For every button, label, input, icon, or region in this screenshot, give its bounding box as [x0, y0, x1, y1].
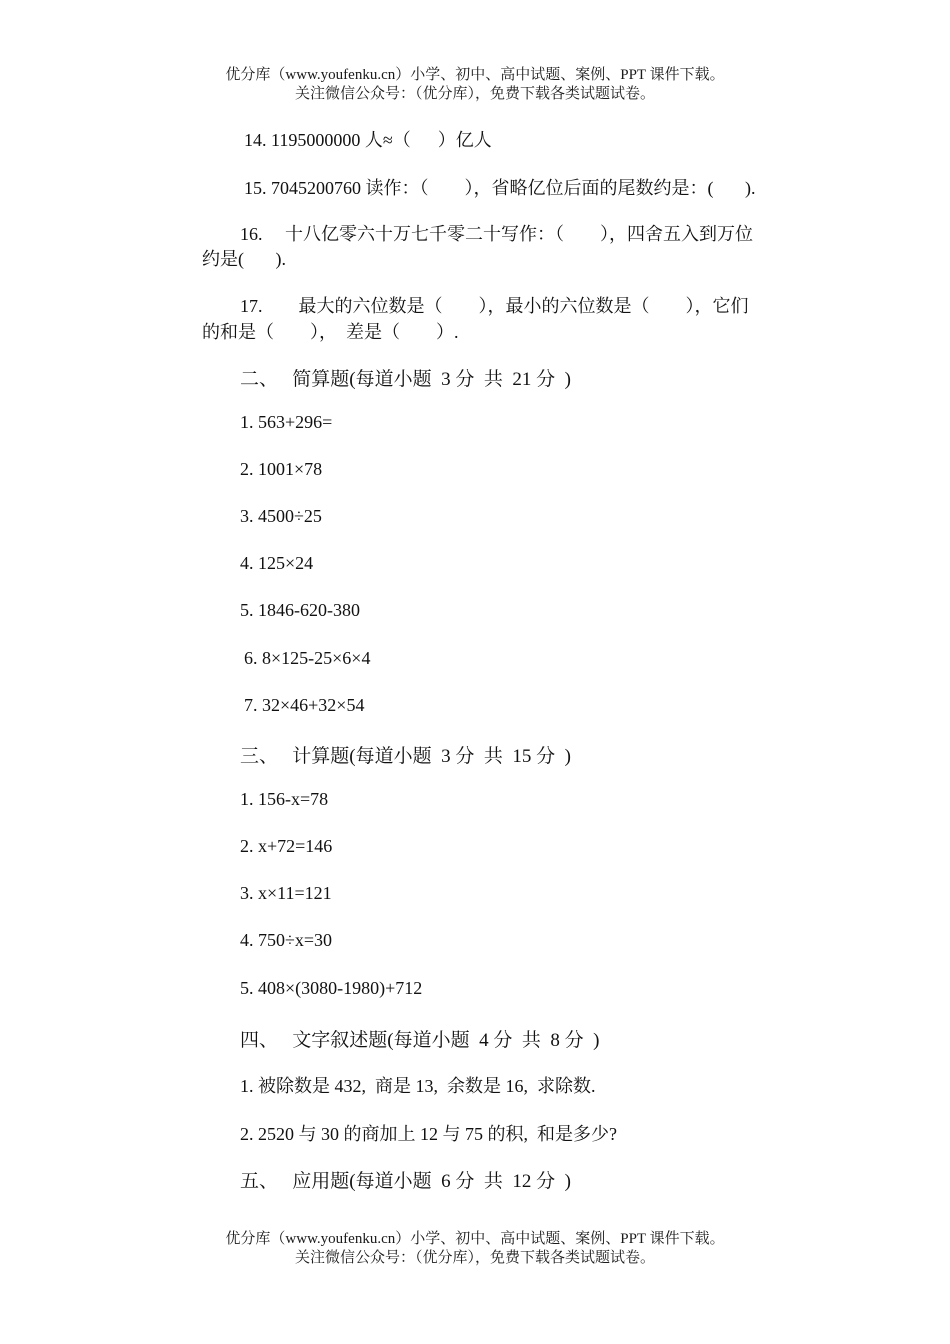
question-15: 15. 7045200760 读作：（ ），省略亿位后面的尾数约是：( ). [244, 178, 756, 198]
section-2-item: 6. 8×125-25×6×4 [244, 648, 371, 668]
section-3-item: 5. 408×(3080-1980)+712 [240, 978, 423, 998]
header-line-1: 优分库（www.youfenku.cn）小学、初中、高中试题、案例、PPT 课件下载。 [225, 67, 725, 83]
question-16-line-2: 约是( ). [202, 249, 286, 269]
footer-line-1: 优分库（www.youfenku.cn）小学、初中、高中试题、案例、PPT 课件下载。 [225, 1231, 725, 1247]
section-2-title: 二、 简算题(每道小题 3 分 共 21 分 ) [240, 369, 571, 390]
section-2-item: 3. 4500÷25 [240, 506, 322, 526]
section-2-item: 2. 1001×78 [240, 459, 323, 479]
page-header [0, 66, 950, 104]
section-3-title: 三、 计算题(每道小题 3 分 共 15 分 ) [240, 746, 571, 767]
section-3-item: 1. 156-x=78 [240, 789, 329, 809]
section-4-item: 2. 2520 与 30 的商加上 12 与 75 的积, 和是多少? [240, 1124, 617, 1144]
question-14: 14. 1195000000 人≈（ ）亿人 [244, 130, 492, 150]
section-3-item: 3. x×11=121 [240, 883, 332, 903]
footer-line-2: 关注微信公众号：（优分库），免费下载各类试题试卷。 [294, 1250, 655, 1266]
section-4-title: 四、 文字叙述题(每道小题 4 分 共 8 分 ) [240, 1030, 600, 1051]
section-2-item: 4. 125×24 [240, 553, 314, 573]
question-17-line-2: 的和是（ ）， 差是（ ）. [202, 322, 459, 342]
section-3-item: 4. 750÷x=30 [240, 930, 333, 950]
section-2-item: 5. 1846-620-380 [240, 600, 360, 620]
header-line-2: 关注微信公众号：（优分库），免费下载各类试题试卷。 [294, 86, 655, 102]
section-3-item: 2. x+72=146 [240, 836, 333, 856]
section-2-item: 1. 563+296= [240, 412, 333, 432]
section-2-item: 7. 32×46+32×54 [244, 695, 365, 715]
question-17-line-1: 17. 最大的六位数是（ ），最小的六位数是（ ），它们 [240, 296, 749, 316]
page-footer [0, 1230, 950, 1268]
section-5-title: 五、 应用题(每道小题 6 分 共 12 分 ) [240, 1171, 571, 1192]
section-4-item: 1. 被除数是 432, 商是 13, 余数是 16, 求除数. [240, 1076, 596, 1096]
question-16-line-1: 16. 十八亿零六十万七千零二十写作：（ ），四舍五入到万位 [240, 224, 753, 244]
